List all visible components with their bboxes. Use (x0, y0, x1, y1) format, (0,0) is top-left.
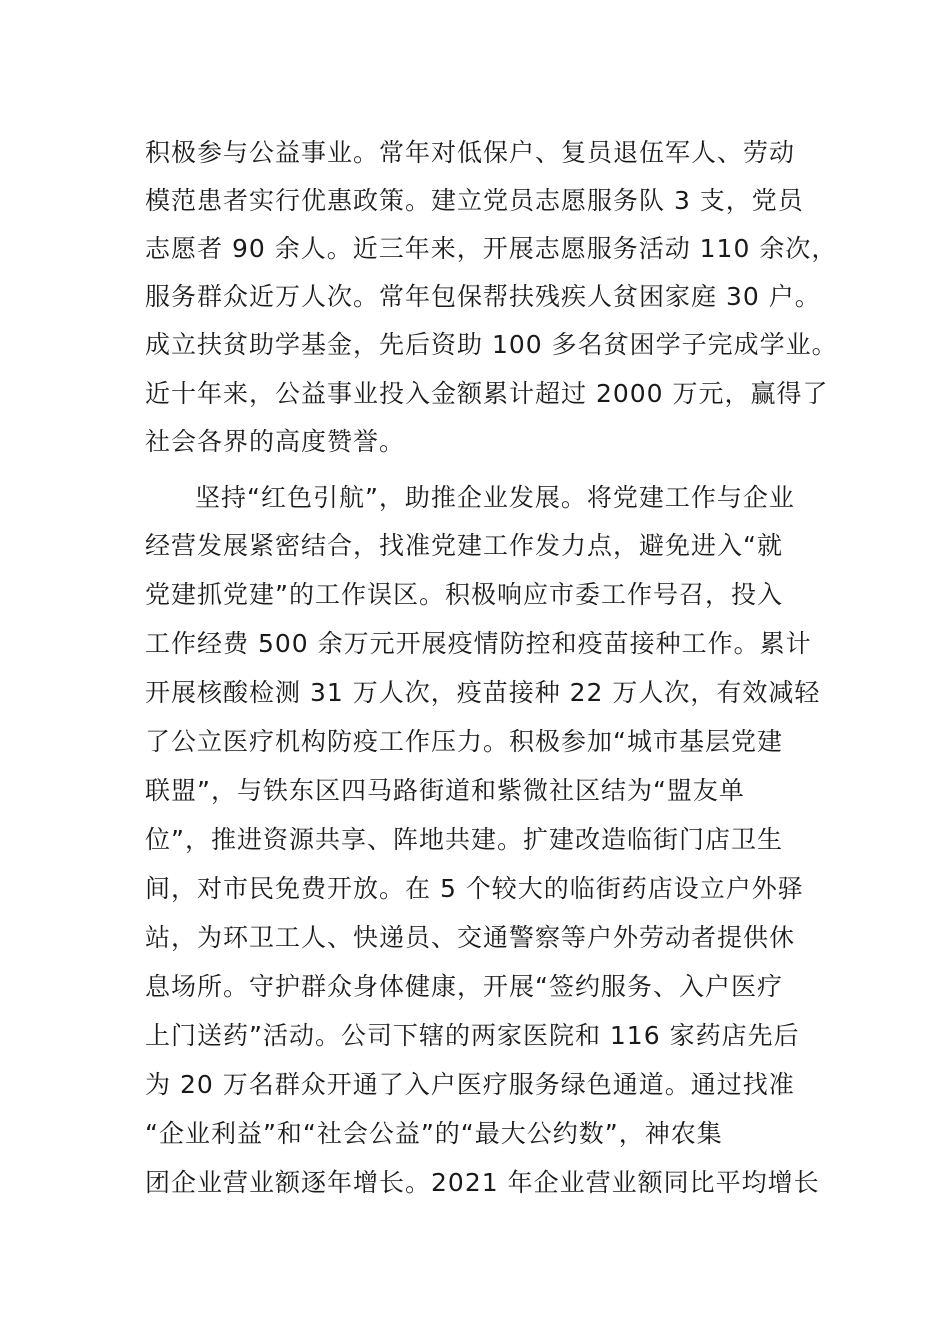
paragraph-2-line-1: 坚持“红色引航”，助推企业发展。将党建工作与企业 (195, 483, 795, 512)
paragraph-1-line-5: 成立扶贫助学基金，先后资助 100 多名贫困学子完成学业。 (145, 330, 838, 359)
paragraph-2-line-4: 工作经费 500 余万元开展疫情防控和疫苗接种工作。累计 (145, 629, 812, 658)
paragraph-1-line-6: 近十年来，公益事业投入金额累计超过 2000 万元，赢得了 (145, 379, 829, 408)
paragraph-2-line-9: 间，对市民免费开放。在 5 个较大的临街药店设立户外驿 (145, 874, 804, 903)
paragraph-1-line-2: 模范患者实行优惠政策。建立党员志愿服务队 3 支，党员 (145, 186, 804, 215)
paragraph-1-line-7: 社会各界的高度赞誉。 (145, 427, 406, 456)
paragraph-2-line-7: 联盟”，与铁东区四马路街道和紫微社区结为“盟友单 (145, 776, 745, 805)
paragraph-2-line-13: 为 20 万名群众开通了入户医疗服务绿色通道。通过找准 (145, 1070, 795, 1099)
paragraph-1-line-4: 服务群众近万人次。常年包保帮扶残疾人贫困家庭 30 户。 (145, 282, 821, 311)
paragraph-2-line-3: 党建抓党建”的工作误区。积极响应市委工作号召，投入 (145, 580, 783, 609)
paragraph-2-line-14: “企业利益”和“社会公益”的“最大公约数”，神农集 (145, 1119, 723, 1148)
paragraph-2-line-8: 位”，推进资源共享、阵地共建。扩建改造临街门店卫生 (145, 825, 783, 854)
paragraph-1-line-3: 志愿者 90 余人。近三年来，开展志愿服务活动 110 余次， (145, 234, 838, 263)
paragraph-2-line-11: 息场所。守护群众身体健康，开展“签约服务、入户医疗 (145, 972, 783, 1001)
paragraph-2-line-10: 站，为环卫工人、快递员、交通警察等户外劳动者提供休 (145, 923, 796, 952)
paragraph-2-line-12: 上门送药”活动。公司下辖的两家医院和 116 家药店先后 (145, 1021, 800, 1050)
paragraph-2-line-15: 团企业营业额逐年增长。2021 年企业营业额同比平均增长 (145, 1168, 820, 1197)
paragraph-1-line-1: 积极参与公益事业。常年对低保户、复员退伍军人、劳动 (145, 138, 796, 167)
paragraph-2-line-2: 经营发展紧密结合，找准党建工作发力点，避免进入“就 (145, 531, 783, 560)
paragraph-2-line-6: 了公立医疗机构防疫工作压力。积极参加“城市基层党建 (145, 727, 783, 756)
paragraph-2-line-5: 开展核酸检测 31 万人次，疫苗接种 22 万人次，有效减轻 (145, 678, 821, 707)
